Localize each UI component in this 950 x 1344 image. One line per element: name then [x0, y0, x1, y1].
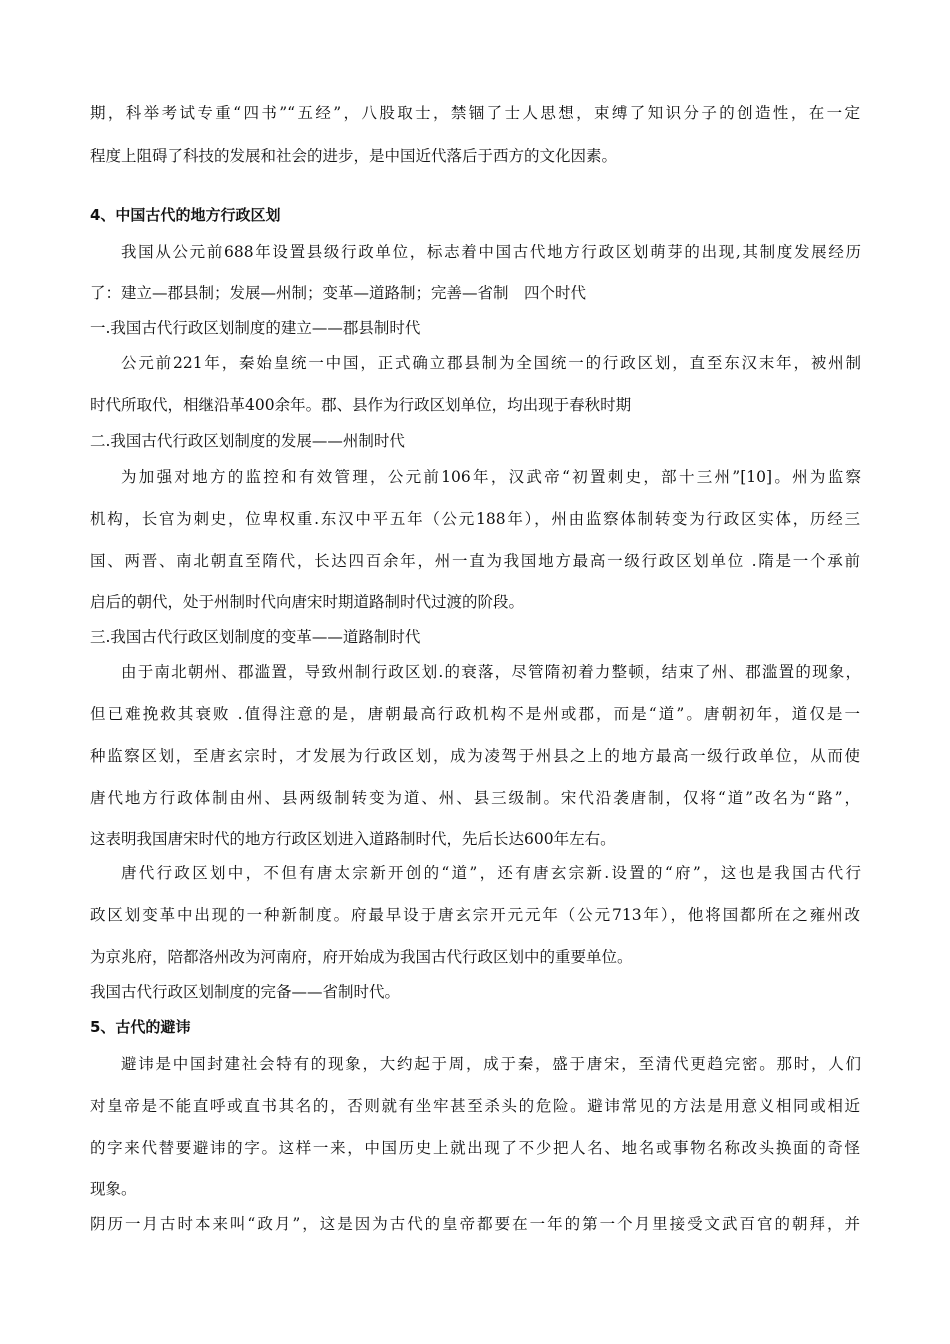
- paragraph-line: 但已难挽救其衰败 .值得注意的是，唐朝最高行政机构不是州或郡，而是“道”。唐朝初年，道仅是一: [90, 705, 860, 723]
- paragraph-line: 的字来代替要避讳的字。这样一来，中国历史上就出现了不少把人名、地名或事物名称改头换面的奇怪: [90, 1139, 860, 1157]
- paragraph-line: 机构，长官为刺史，位卑权重.东汉中平五年（公元188年），州由监察体制转变为行政区实体，历经三: [90, 510, 860, 528]
- paragraph-line: 避讳是中国封建社会特有的现象，大约起于周，成于秦，盛于唐宋，至清代更趋完密。那时，人们: [121, 1055, 861, 1073]
- paragraph-line: 种监察区划，至唐玄宗时，才发展为行政区划，成为凌驾于州县之上的地方最高一级行政单位，从而使: [90, 747, 860, 765]
- paragraph-line: 我国古代行政区划制度的完备——省制时代。: [90, 983, 401, 1001]
- paragraph-line: 政区划变革中出现的一种新制度。府最早设于唐玄宗开元元年（公元713年），他将国都所在之雍州改: [90, 906, 860, 924]
- section-heading: 5、古代的避讳: [90, 1018, 191, 1036]
- paragraph-line: 阴历一月古时本来叫“政月”，这是因为古代的皇帝都要在一年的第一个月里接受文武百官的朝拜，并: [90, 1215, 860, 1233]
- subheading: 三.我国古代行政区划制度的变革——道路制时代: [90, 628, 421, 646]
- paragraph-line: 公元前221年，秦始皇统一中国，正式确立郡县制为全国统一的行政区划，直至东汉末年，被州制: [121, 354, 861, 372]
- paragraph-line: 我国从公元前688年设置县级行政单位，标志着中国古代地方行政区划萌芽的出现,其制度发展经历: [121, 243, 861, 261]
- paragraph-line: 唐代地方行政体制由州、县两级制转变为道、州、县三级制。宋代沿袭唐制，仅将“道”改名为“路”，: [90, 789, 860, 807]
- subheading: 一.我国古代行政区划制度的建立——郡县制时代: [90, 319, 421, 337]
- paragraph-line: 期，科举考试专重“四书”“五经”，八股取士，禁锢了士人思想，束缚了知识分子的创造性，在一定: [90, 104, 860, 122]
- paragraph-line: 时代所取代，相继沿革400余年。郡、县作为行政区划单位，均出现于春秋时期: [90, 396, 632, 414]
- paragraph-line: 了：建立—郡县制；发展—州制；变革—道路制；完善—省制 四个时代: [90, 284, 587, 302]
- paragraph-line: 现象。: [90, 1180, 137, 1198]
- paragraph-line: 为加强对地方的监控和有效管理，公元前106年，汉武帝“初置刺史，部十三州”[10]。州为监察: [121, 468, 861, 486]
- paragraph-line: 为京兆府，陪都洛州改为河南府，府开始成为我国古代行政区划中的重要单位。: [90, 948, 633, 966]
- paragraph-line: 程度上阻碍了科技的发展和社会的进步，是中国近代落后于西方的文化因素。: [90, 147, 618, 165]
- paragraph-line: 启后的朝代，处于州制时代向唐宋时期道路制时代过渡的阶段。: [90, 593, 525, 611]
- paragraph-line: 国、两晋、南北朝直至隋代，长达四百余年，州一直为我国地方最高一级行政区划单位 .隋是一个承前: [90, 552, 860, 570]
- paragraph-line: 由于南北朝州、郡滥置，导致州制行政区划.的衰落，尽管隋初着力整顿，结束了州、郡滥置的现象，: [121, 663, 861, 681]
- subheading: 二.我国古代行政区划制度的发展——州制时代: [90, 432, 405, 450]
- section-heading: 4、中国古代的地方行政区划: [90, 206, 281, 224]
- paragraph-line: 这表明我国唐宋时代的地方行政区划进入道路制时代，先后长达600年左右。: [90, 830, 616, 848]
- paragraph-line: 对皇帝是不能直呼或直书其名的，否则就有坐牢甚至杀头的危险。避讳常见的方法是用意义相同或相近: [90, 1097, 860, 1115]
- paragraph-line: 唐代行政区划中，不但有唐太宗新开创的“道”，还有唐玄宗新.设置的“府”，这也是我国古代行: [121, 864, 861, 882]
